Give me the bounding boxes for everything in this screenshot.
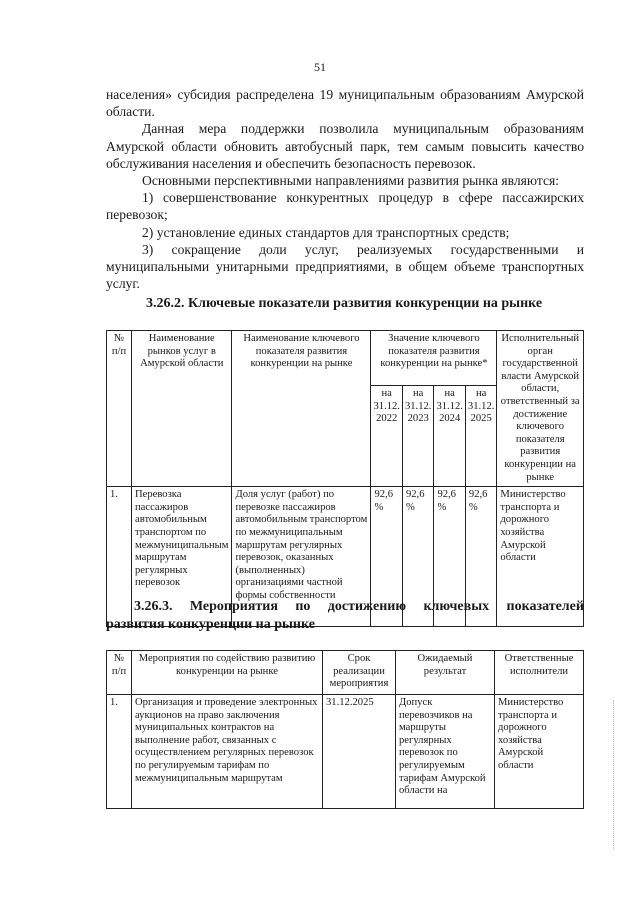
table-cell: Доля услуг (работ) по перевозке пассажиров автомобильным транспортом по межмуниципальным маршрутам регулярных перевозок, оказанных (выполненных) организациями частной формы собственности [232,487,371,627]
column-header: Срок реализации мероприятия [323,651,396,695]
body-text [106,86,584,292]
table-cell: Министерство транспорта и дорожного хозяйства Амурской области [495,695,584,809]
year-header: на 31.12. 2022 [371,386,402,487]
page-number: 51 [314,60,326,74]
section-heading [106,598,584,634]
column-header: Ответственные исполнители [495,651,584,695]
table-cell: 92,6 % [402,487,433,627]
table-row [107,695,584,809]
heading-word: 3.26.3. [134,599,173,614]
table-cell: 1. [107,487,132,627]
table-cell: 92,6 % [371,487,402,627]
paragraph: Основными перспективными направлениями развития рынка являются: [142,173,560,189]
table-cell: Допуск перевозчиков на маршруты регулярных перевозок по регулируемым тарифам Амурской области на [396,695,495,809]
column-header: Ожидаемый результат [396,651,495,695]
column-header: Значение ключевого показателя развития конкуренции на рынке* [371,331,497,386]
column-header: Наименование рынков услуг в Амурской области [132,331,232,487]
table-cell: Министерство транспорта и дорожного хозяйства Амурской области [497,487,584,627]
table-cell: Перевозка пассажиров автомобильным транспортом по межмуниципальным маршрутам регулярных перевозок [132,487,232,627]
section-heading: 3.26.2. Ключевые показатели развития конкуренции на рынке [146,296,543,311]
list-item: 2) установление единых стандартов для транспортных средств; [142,224,510,240]
year-header: на 31.12. 2025 [465,386,496,487]
heading-line-2: развития конкуренции на рынке [106,617,315,632]
table-cell: 31.12.2025 [323,695,396,809]
scan-margin-marks [613,700,618,850]
column-header: Наименование ключевого показателя развития конкуренции на рынке [232,331,371,487]
year-header: на 31.12. 2024 [434,386,465,487]
paragraph: Данная мера поддержки позволила муниципальным образованиям Амурской области обновить автобусный парк, тем самым повысить качество обслуживания населения и обеспечить безопасность перевозок. [106,121,584,171]
heading-word: Мероприятия [189,599,278,614]
table-cell: 92,6 % [465,487,496,627]
column-header: № п/п [107,331,132,487]
list-item: 1) совершенствование конкурентных процедур в сфере пассажирских перевозок; [106,190,584,223]
column-header: Мероприятия по содействию развитию конкуренции на рынке [132,651,323,695]
measures-table [106,650,584,809]
heading-word: достижению [327,599,407,614]
heading-word: ключевых [423,599,490,614]
paragraph: населения» субсидия распределена 19 муниципальным образованиям Амурской области. [106,87,584,120]
table-cell: 1. [107,695,132,809]
list-item: 3) сокращение доли услуг, реализуемых государственными и муниципальными унитарными предприятиями, в общем объеме транспортных услуг. [106,241,584,292]
column-header: Исполнительный орган государственной власти Амурской области, ответственный за достижение ключевого показателя развития конкуренции на рынке [497,331,584,487]
table-cell: 92,6 % [434,487,465,627]
indicators-table [106,330,584,627]
heading-word: показателей [506,599,584,614]
heading-word: по [295,599,311,614]
year-header: на 31.12. 2023 [402,386,433,487]
table-cell: Организация и проведение электронных аукционов на право заключения муниципальных контрактов на выполнение работ, связанных с осуществлением регулярных перевозок по регулируемым тарифам по межмуниципальным маршрутам [132,695,323,809]
column-header: № п/п [107,651,132,695]
